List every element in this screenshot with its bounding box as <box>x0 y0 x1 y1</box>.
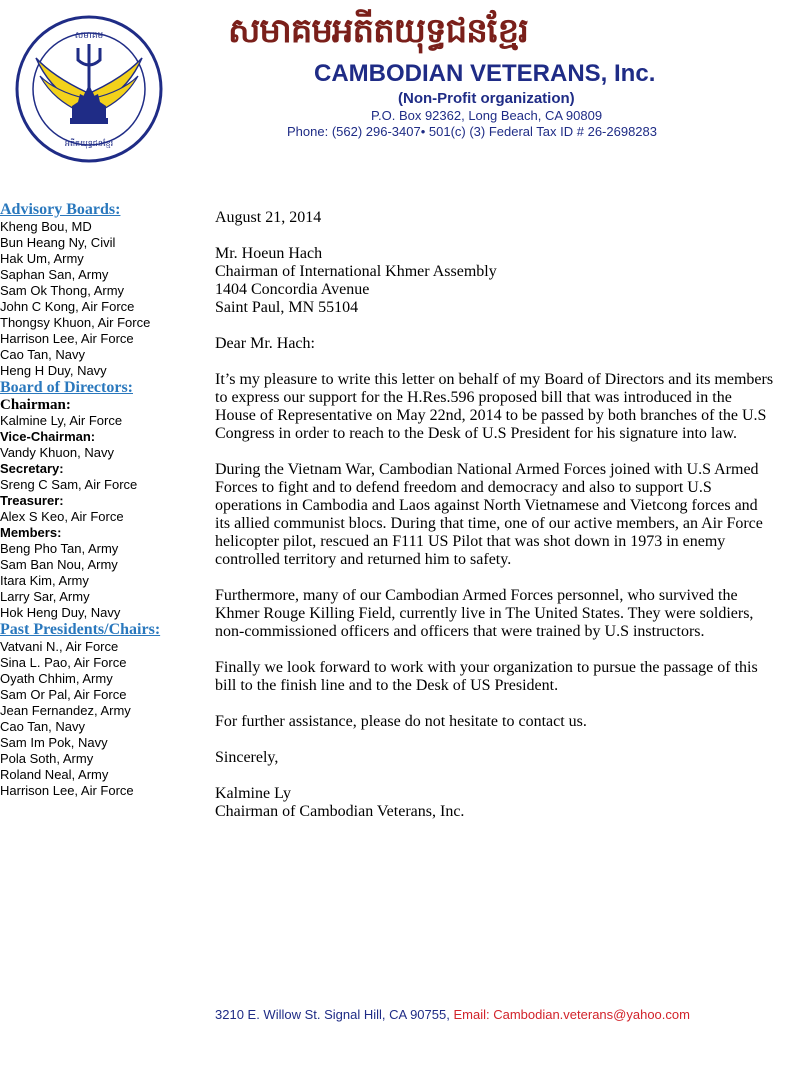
recipient-block <box>215 245 775 317</box>
logo-ring-text: អតីតយុទ្ធជនខែ្មរ <box>64 139 114 148</box>
closing: Sincerely, <box>215 749 279 766</box>
list-item: Larry Sar, Army <box>0 589 90 604</box>
advisory-title: Advisory Boards: <box>0 201 121 218</box>
past-presidents-list <box>0 639 200 799</box>
list-item: Cao Tan, Navy <box>0 347 86 362</box>
list-item: Sam Im Pok, Navy <box>0 735 108 750</box>
list-item: Roland Neal, Army <box>0 767 109 782</box>
list-item: Hak Um, Army <box>0 251 84 266</box>
list-item: Kheng Bou, MD <box>0 219 92 234</box>
vice-chairman-name: Vandy Khuon, Navy <box>0 445 114 460</box>
list-item: Saphan San, Army <box>0 267 109 282</box>
list-item: Itara Kim, Army <box>0 573 89 588</box>
signer-title: Chairman of Cambodian Veterans, Inc. <box>215 803 465 820</box>
list-item: Heng H Duy, Navy <box>0 363 107 378</box>
treasurer-label: Treasurer: <box>0 493 64 508</box>
khmer-org-title: សមាគមអតីតយុទ្ធជនខែ្មរ <box>228 11 528 51</box>
recipient-city: Saint Paul, MN 55104 <box>215 299 359 316</box>
list-item: Cao Tan, Navy <box>0 719 86 734</box>
letter-date: August 21, 2014 <box>215 209 322 226</box>
list-item: Oyath Chhim, Army <box>0 671 113 686</box>
sidebar-roster <box>0 201 200 799</box>
paragraph: Furthermore, many of our Cambodian Armed Forces personnel, who survived the Khmer Rouge Killing Field, currently live in The United States. They were soldiers, non-commissioned officers and officers that were trained by U.S instructors. <box>215 587 754 640</box>
paragraph: During the Vietnam War, Cambodian National Armed Forces joined with U.S Armed Forces to fight and to defend freedom and democracy and also to support U.S operations in Cambodia and Laos against North Vietnamese and Vietcong forces and its allied communist blocs. During that time, one of our active members, an Air Force helicopter pilot, rescued an F111 US Pilot that was shot down in 1973 in enemy controlled territory and returned him to safety. <box>215 461 763 568</box>
footer <box>215 1007 690 1022</box>
paragraph: It’s my pleasure to write this letter on behalf of my Board of Directors and its members to express our support for the H.Res.596 proposed bill that was introduced in the House of Representative on May 22nd, 2014 to be passed by both branches of the U.S Congress in order to reach to the Desk of U.S President for his signature into law. <box>215 371 774 442</box>
list-item: Thongsy Khuon, Air Force <box>0 315 151 330</box>
logo-top-text: សមាគម <box>74 31 104 41</box>
recipient-title: Chairman of International Khmer Assembly <box>215 263 497 280</box>
letter-body <box>215 209 775 821</box>
list-item: Harrison Lee, Air Force <box>0 783 134 798</box>
recipient-name: Mr. Hoeun Hach <box>215 245 323 262</box>
list-item: Beng Pho Tan, Army <box>0 541 119 556</box>
phone-line: Phone: (562) 296-3407• 501(c) (3) Federal Tax ID # 26-2698283 <box>287 124 657 139</box>
treasurer-name: Alex S Keo, Air Force <box>0 509 124 524</box>
list-item: Bun Heang Ny, Civil <box>0 235 116 250</box>
organization-logo <box>14 14 164 164</box>
vice-chairman-label: Vice-Chairman: <box>0 429 96 444</box>
list-item: Jean Fernandez, Army <box>0 703 131 718</box>
logo-emblem <box>14 14 164 164</box>
list-item: Sam Or Pal, Air Force <box>0 687 127 702</box>
salutation: Dear Mr. Hach: <box>215 335 315 352</box>
chairman-label: Chairman: <box>0 397 71 413</box>
recipient-street: 1404 Concordia Avenue <box>215 281 370 298</box>
org-type: (Non-Profit organization) <box>398 90 575 107</box>
org-name: CAMBODIAN VETERANS, Inc. <box>314 60 656 87</box>
members-list <box>0 541 200 621</box>
secretary-label: Secretary: <box>0 461 64 476</box>
advisory-list <box>0 219 200 379</box>
signer-name: Kalmine Ly <box>215 785 291 802</box>
list-item: Sam Ban Nou, Army <box>0 557 118 572</box>
footer-email: Email: Cambodian.veterans@yahoo.com <box>453 1007 690 1022</box>
list-item: Vatvani N., Air Force <box>0 639 119 654</box>
list-item: Sam Ok Thong, Army <box>0 283 125 298</box>
footer-address: 3210 E. Willow St. Signal Hill, CA 90755, <box>215 1007 450 1022</box>
list-item: Pola Soth, Army <box>0 751 94 766</box>
members-label: Members: <box>0 525 62 540</box>
list-item: Harrison Lee, Air Force <box>0 331 134 346</box>
secretary-name: Sreng C Sam, Air Force <box>0 477 138 492</box>
list-item: John C Kong, Air Force <box>0 299 135 314</box>
paragraph: Finally we look forward to work with your organization to pursue the passage of this bill to the finish line and to the Desk of US President. <box>215 659 758 694</box>
board-title: Board of Directors: <box>0 379 133 396</box>
past-presidents-title: Past Presidents/Chairs: <box>0 621 161 638</box>
paragraph: For further assistance, please do not hesitate to contact us. <box>215 713 587 730</box>
list-item: Sina L. Pao, Air Force <box>0 655 127 670</box>
chairman-name: Kalmine Ly, Air Force <box>0 413 123 428</box>
po-box: P.O. Box 92362, Long Beach, CA 90809 <box>371 108 603 123</box>
list-item: Hok Heng Duy, Navy <box>0 605 121 620</box>
